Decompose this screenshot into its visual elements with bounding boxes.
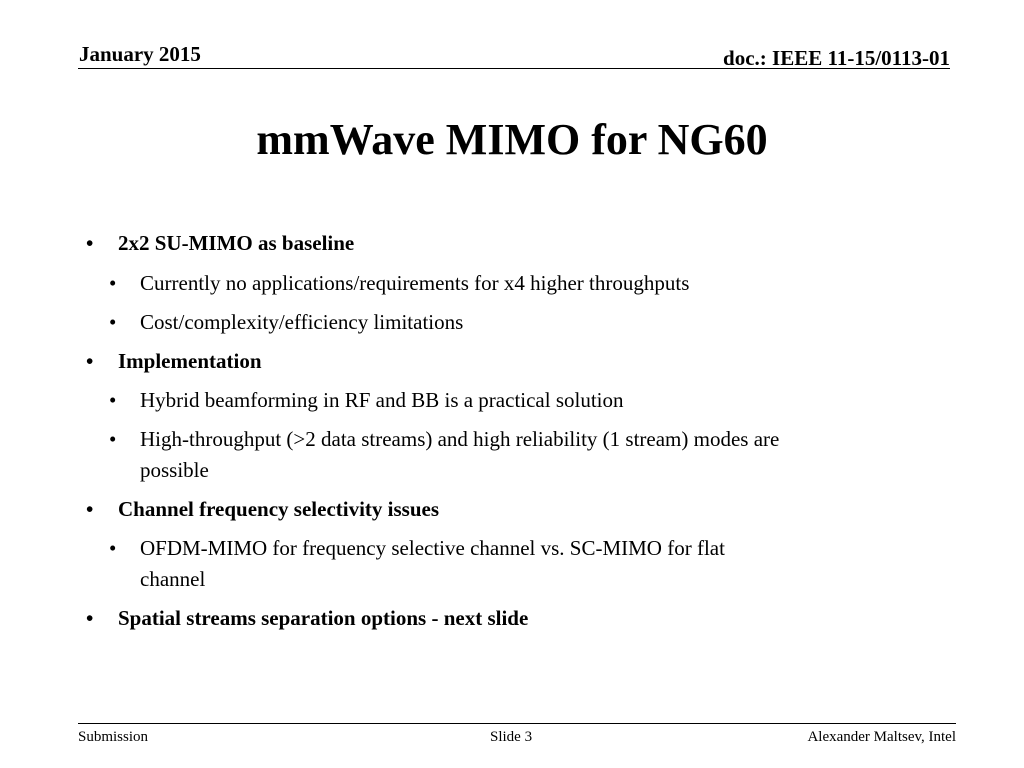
bullet-text-line: channel (140, 567, 206, 591)
sub-bullet-item (109, 424, 779, 486)
sub-bullet-item (109, 385, 624, 416)
sub-bullet-item (109, 307, 463, 338)
bullet-item (86, 494, 439, 525)
bullet-text (140, 533, 725, 595)
bullet-item (86, 228, 354, 259)
bullet-marker: • (109, 271, 117, 295)
bullet-text: Currently no applications/requirements for x4 higher throughputs (140, 271, 690, 295)
bullet-text: Spatial streams separation options - next slide (118, 606, 529, 630)
bullet-text: Cost/complexity/efficiency limitations (140, 310, 464, 334)
slide-title: mmWave MIMO for NG60 (256, 115, 768, 164)
footer-divider (78, 723, 956, 724)
header-date: January 2015 (79, 42, 201, 66)
bullet-text: Channel frequency selectivity issues (118, 497, 440, 521)
bullet-text-line: High-throughput (>2 data streams) and high reliability (1 stream) modes are (140, 427, 780, 451)
header-doc-id: doc.: IEEE 11-15/0113-01 (723, 46, 950, 70)
bullet-marker: • (86, 231, 94, 255)
footer-slide-number: Slide 3 (490, 729, 533, 745)
bullet-text: 2x2 SU-MIMO as baseline (118, 231, 355, 255)
bullet-text: Hybrid beamforming in RF and BB is a practical solution (140, 388, 624, 412)
bullet-item (86, 346, 262, 377)
bullet-text (140, 424, 779, 486)
bullet-text-line: possible (140, 458, 209, 482)
bullet-marker: • (86, 497, 94, 521)
bullet-marker: • (109, 388, 117, 412)
bullet-text-line: OFDM-MIMO for frequency selective channel vs. SC-MIMO for flat (140, 536, 725, 560)
bullet-item (86, 603, 528, 634)
bullet-marker: • (86, 606, 94, 630)
bullet-text: Implementation (118, 349, 262, 373)
sub-bullet-item (109, 268, 689, 299)
footer-author: Alexander Maltsev, Intel (807, 729, 956, 745)
bullet-marker: • (86, 349, 94, 373)
footer-submission: Submission (78, 729, 149, 745)
sub-bullet-item (109, 533, 725, 595)
bullet-marker: • (109, 427, 117, 451)
bullet-marker: • (109, 310, 117, 334)
bullet-marker: • (109, 536, 117, 560)
